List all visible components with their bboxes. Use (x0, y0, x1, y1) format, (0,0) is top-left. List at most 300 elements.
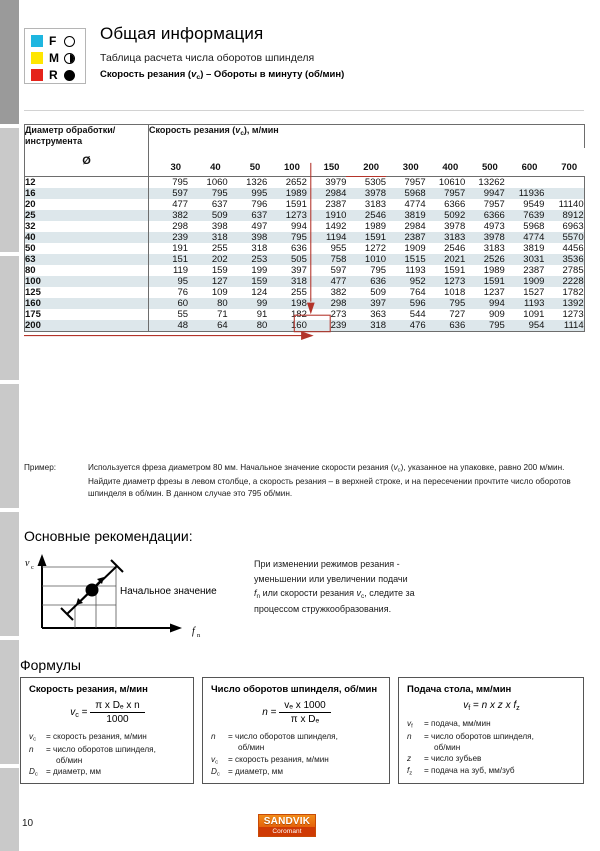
iso-material-legend (24, 28, 86, 84)
iso-swatch-r (31, 69, 43, 81)
cell-rpm-50-150: 955 (307, 243, 347, 254)
cell-rpm-16-400: 7957 (426, 188, 466, 199)
definition-subscript: c (33, 736, 37, 743)
definition-continuation: об/мин (434, 743, 461, 753)
logo-line-2: Coromant (259, 827, 315, 836)
cell-diameter-63: 63 (25, 254, 149, 265)
definition-subscript: z (409, 770, 413, 777)
equals-sign: = (81, 707, 88, 719)
formula-equation (407, 700, 576, 712)
definition-text: = скорость резания, м/мин (228, 754, 329, 764)
graph-y-axis-label: v (25, 558, 30, 569)
cell-rpm-20-700: 11140 (544, 199, 584, 210)
cell-diameter-16: 16 (25, 188, 149, 199)
cell-rpm-200-600: 954 (505, 320, 545, 332)
cell-rpm-100-600: 1909 (505, 276, 545, 287)
header-divider (24, 110, 584, 111)
circle-full-icon (64, 70, 75, 81)
table-row (25, 320, 585, 332)
formula-denominator: π x Dₑ (290, 714, 320, 725)
cell-rpm-125-600: 1527 (505, 287, 545, 298)
iso-letter-m: M (49, 51, 59, 65)
cell-rpm-175-600: 1091 (505, 309, 545, 320)
cell-rpm-175-400: 727 (426, 309, 466, 320)
formula-lhs: v (463, 700, 469, 711)
spindle-speed-table-container (24, 124, 584, 332)
table-row (25, 276, 585, 287)
table-row (25, 298, 585, 309)
cell-rpm-125-500: 1237 (465, 287, 505, 298)
cell-rpm-175-300: 544 (386, 309, 426, 320)
definition-symbol: $v_c$ (211, 754, 219, 766)
table-row (25, 309, 585, 320)
cell-rpm-100-300: 952 (386, 276, 426, 287)
cell-rpm-32-600: 5968 (505, 221, 545, 232)
definition-symbol: $D_c$ (211, 767, 220, 779)
cell-rpm-160-100: 198 (267, 298, 307, 309)
cell-rpm-32-150: 1492 (307, 221, 347, 232)
table-row (25, 254, 585, 265)
cell-rpm-25-30: 382 (149, 210, 189, 221)
rail-tab-6[interactable] (0, 640, 19, 764)
equals-sign: = (473, 700, 479, 711)
cell-rpm-32-300: 2984 (386, 221, 426, 232)
definition-text: = диаметр, мм (46, 767, 101, 777)
cell-rpm-63-600: 3031 (505, 254, 545, 265)
cell-rpm-80-200: 795 (346, 265, 386, 276)
definition-symbol: $f_z$ (407, 765, 413, 777)
definition-subscript: f (411, 723, 413, 730)
formula-box-spindle-speed (202, 677, 390, 784)
cell-rpm-80-30: 119 (149, 265, 189, 276)
rec-line-3-mid: или скорости резания (260, 588, 357, 599)
cell-rpm-200-700: 1114 (544, 320, 584, 332)
column-header-300: 300 (386, 148, 426, 176)
cell-rpm-175-200: 363 (346, 309, 386, 320)
cell-diameter-80: 80 (25, 265, 149, 276)
cell-rpm-80-600: 2387 (505, 265, 545, 276)
column-header-40: 40 (188, 148, 228, 176)
tab-rail (0, 0, 19, 851)
definition-text: = число оборотов шпинделя, (46, 744, 156, 754)
definition-symbol: $v_c$ (29, 732, 37, 743)
cell-rpm-100-500: 1591 (465, 276, 505, 287)
group-post: ), м/мин (243, 125, 279, 135)
sandvik-coromant-logo (258, 814, 316, 837)
definition-line (407, 753, 576, 764)
cell-rpm-200-30: 48 (149, 320, 189, 332)
cell-rpm-32-200: 1989 (346, 221, 386, 232)
logo-line-1: SANDVIK (263, 816, 311, 827)
cell-rpm-50-100: 636 (267, 243, 307, 254)
group-symbol: v (235, 125, 241, 135)
cell-rpm-100-700: 2228 (544, 276, 584, 287)
cell-rpm-125-30: 76 (149, 287, 189, 298)
cell-rpm-63-50: 253 (228, 254, 268, 265)
formula-fraction (279, 700, 331, 725)
table-header-group-row (25, 125, 585, 149)
cell-rpm-50-200: 1272 (346, 243, 386, 254)
cell-rpm-160-150: 298 (307, 298, 347, 309)
cell-rpm-25-40: 509 (188, 210, 228, 221)
definition-text: = подача, мм/мин (424, 719, 491, 729)
definition-line (407, 718, 576, 731)
cell-rpm-32-50: 497 (228, 221, 268, 232)
rail-tab-1[interactable] (0, 0, 19, 124)
subtitle-subscript: c (196, 73, 201, 81)
cell-rpm-80-400: 1591 (426, 265, 466, 276)
cell-rpm-32-40: 398 (188, 221, 228, 232)
definition-line (407, 731, 576, 742)
cell-rpm-12-100: 2652 (267, 177, 307, 189)
example-text (88, 462, 584, 501)
formula-equation (29, 700, 186, 725)
rail-tab-3[interactable] (0, 256, 19, 380)
cell-rpm-16-700 (544, 188, 584, 199)
cell-rpm-80-150: 597 (307, 265, 347, 276)
cell-rpm-20-100: 1591 (267, 199, 307, 210)
cell-rpm-200-400: 636 (426, 320, 466, 332)
cell-rpm-80-700: 2785 (544, 265, 584, 276)
iso-letter-f: F (49, 34, 57, 48)
definition-symbol: $v_f$ (407, 719, 413, 730)
cell-diameter-160: 160 (25, 298, 149, 309)
page-subtitle: Таблица расчета числа оборотов шпинделя (100, 52, 315, 64)
definition-line (407, 742, 576, 753)
cell-rpm-20-150: 2387 (307, 199, 347, 210)
cell-rpm-16-30: 597 (149, 188, 189, 199)
cell-diameter-12: 12 (25, 177, 149, 189)
definition-symbol: z (407, 754, 412, 764)
cell-diameter-200: 200 (25, 320, 149, 332)
cell-rpm-63-500: 2526 (465, 254, 505, 265)
example-block (24, 462, 584, 501)
subtitle-pre: Скорость резания ( (100, 69, 192, 80)
formula-denominator: 1000 (106, 714, 129, 725)
cell-rpm-50-30: 191 (149, 243, 189, 254)
definition-text: = скорость резания, м/мин (46, 732, 147, 741)
subtitle-post: ) – Обороты в минуту (об/мин) (200, 69, 345, 80)
cell-rpm-16-150: 2984 (307, 188, 347, 199)
formula-box-cutting-speed (20, 677, 194, 784)
cell-rpm-12-50: 1326 (228, 177, 268, 189)
cell-rpm-80-50: 199 (228, 265, 268, 276)
table-body (25, 177, 585, 332)
cell-rpm-20-400: 6366 (426, 199, 466, 210)
cell-rpm-125-700: 1782 (544, 287, 584, 298)
cell-rpm-40-600: 4774 (505, 232, 545, 243)
column-header-30: 30 (149, 148, 189, 176)
formula-numerator: vₑ x 1000 (279, 700, 331, 713)
definition-text: = диаметр, мм (228, 767, 283, 777)
cell-rpm-20-30: 477 (149, 199, 189, 210)
table-row (25, 232, 585, 243)
definition-line (211, 754, 382, 767)
rec-line-1: При изменении режимов резания - (254, 559, 400, 569)
column-header-600: 600 (505, 148, 545, 176)
cell-rpm-200-150: 239 (307, 320, 347, 332)
cell-rpm-160-400: 795 (426, 298, 466, 309)
cell-rpm-63-200: 1010 (346, 254, 386, 265)
formula-rhs: n x z x f (481, 700, 517, 711)
cell-rpm-125-300: 764 (386, 287, 426, 298)
cell-rpm-25-150: 1910 (307, 210, 347, 221)
cell-rpm-32-700: 6963 (544, 221, 584, 232)
header-diameter (25, 125, 149, 177)
cell-rpm-12-150: 3979 (307, 177, 347, 189)
cell-rpm-40-700: 5570 (544, 232, 584, 243)
cell-rpm-40-150: 1194 (307, 232, 347, 243)
cell-diameter-40: 40 (25, 232, 149, 243)
cell-rpm-16-600: 11936 (505, 188, 545, 199)
formulas-title: Формулы (20, 657, 81, 673)
column-header-100: 100 (267, 148, 307, 176)
cell-rpm-20-500: 7957 (465, 199, 505, 210)
definition-line (29, 766, 186, 779)
cell-rpm-32-30: 298 (149, 221, 189, 232)
example-subscript: c (397, 467, 401, 474)
cell-rpm-50-40: 255 (188, 243, 228, 254)
group-pre: Скорость резания ( (149, 125, 236, 135)
cell-rpm-100-150: 477 (307, 276, 347, 287)
iso-letter-r: R (49, 68, 58, 82)
definition-line (29, 755, 186, 766)
cell-rpm-125-40: 109 (188, 287, 228, 298)
cell-diameter-20: 20 (25, 199, 149, 210)
table-row (25, 243, 585, 254)
cell-rpm-175-700: 1273 (544, 309, 584, 320)
cell-rpm-25-50: 637 (228, 210, 268, 221)
definition-symbol: $D_c$ (29, 767, 38, 779)
rec-symbol-v: v (356, 588, 361, 599)
definition-line (211, 731, 382, 742)
cutting-conditions-graph (20, 550, 250, 640)
cell-rpm-40-200: 1591 (346, 232, 386, 243)
cell-rpm-40-40: 318 (188, 232, 228, 243)
formula-lhs-subscript: c (75, 710, 79, 720)
graph-x-axis-subscript: n (197, 632, 201, 639)
cell-rpm-200-40: 64 (188, 320, 228, 332)
rec-line-3 (254, 586, 484, 602)
definition-line (29, 731, 186, 744)
formula-heading: Скорость резания, м/мин (29, 684, 148, 695)
cell-rpm-160-600: 1193 (505, 298, 545, 309)
page-subtitle-formula (100, 69, 344, 81)
cell-rpm-25-100: 1273 (267, 210, 307, 221)
cell-rpm-63-150: 758 (307, 254, 347, 265)
cell-rpm-25-500: 6366 (465, 210, 505, 221)
cell-rpm-25-700: 8912 (544, 210, 584, 221)
cell-rpm-40-300: 2387 (386, 232, 426, 243)
example-text-pre: Используется фреза диаметром 80 мм. Начальное значение скорости резания ( (88, 463, 394, 472)
cell-diameter-175: 175 (25, 309, 149, 320)
cell-rpm-63-300: 1515 (386, 254, 426, 265)
cell-rpm-50-600: 3819 (505, 243, 545, 254)
cell-rpm-160-300: 596 (386, 298, 426, 309)
equals-sign: = (270, 707, 277, 719)
cell-rpm-12-300: 7957 (386, 177, 426, 189)
group-subscript: c (240, 129, 244, 137)
cell-rpm-25-300: 3819 (386, 210, 426, 221)
recommendations-title: Основные рекомендации: (24, 528, 193, 544)
iso-legend-row (31, 67, 85, 83)
header-diameter-line2: инструмента (25, 136, 83, 147)
cell-rpm-200-50: 80 (228, 320, 268, 332)
formula-rhs-subscript: z (516, 703, 520, 713)
definition-line (407, 765, 576, 778)
definition-line (29, 744, 186, 755)
cell-rpm-25-600: 7639 (505, 210, 545, 221)
cell-rpm-63-40: 202 (188, 254, 228, 265)
formula-numerator: π x Dₑ x n (90, 700, 145, 713)
formula-box-table-feed (398, 677, 584, 784)
example-symbol: v (393, 463, 398, 472)
cell-rpm-160-50: 99 (228, 298, 268, 309)
cell-rpm-100-400: 1273 (426, 276, 466, 287)
cell-rpm-40-500: 3978 (465, 232, 505, 243)
table-row (25, 188, 585, 199)
cell-rpm-125-150: 382 (307, 287, 347, 298)
rail-tab-5[interactable] (0, 512, 19, 636)
definition-text: = число оборотов шпинделя, (424, 731, 534, 741)
cell-rpm-40-50: 398 (228, 232, 268, 243)
cell-rpm-100-200: 636 (346, 276, 386, 287)
cell-rpm-200-200: 318 (346, 320, 386, 332)
table-row (25, 210, 585, 221)
rec-subscript-n: n (256, 592, 261, 600)
cell-rpm-80-40: 159 (188, 265, 228, 276)
column-header-150: 150 (307, 148, 347, 176)
formula-lhs: v (70, 707, 76, 719)
table-row (25, 265, 585, 276)
header-diameter-symbol: Ø (82, 154, 91, 167)
cell-rpm-100-40: 127 (188, 276, 228, 287)
column-header-700: 700 (544, 148, 584, 176)
definition-line (211, 742, 382, 753)
cell-rpm-80-500: 1989 (465, 265, 505, 276)
cell-rpm-12-40: 1060 (188, 177, 228, 189)
column-header-400: 400 (426, 148, 466, 176)
graph-x-axis-label: f (192, 626, 195, 637)
cell-rpm-20-40: 637 (188, 199, 228, 210)
cell-rpm-63-400: 2021 (426, 254, 466, 265)
iso-swatch-f (31, 35, 43, 47)
cell-rpm-125-100: 255 (267, 287, 307, 298)
definition-symbol: n (29, 744, 34, 754)
recommendations-text (254, 557, 484, 617)
cell-rpm-125-400: 1018 (426, 287, 466, 298)
rail-tab-2[interactable] (0, 128, 19, 252)
table-row (25, 177, 585, 189)
cell-rpm-20-300: 4774 (386, 199, 426, 210)
cell-rpm-100-100: 318 (267, 276, 307, 287)
definition-subscript: c (34, 772, 38, 779)
cell-rpm-32-500: 4973 (465, 221, 505, 232)
cell-rpm-40-30: 239 (149, 232, 189, 243)
cell-rpm-50-500: 3183 (465, 243, 505, 254)
formula-equation (211, 700, 382, 725)
rail-tab-7[interactable] (0, 768, 19, 851)
cell-rpm-63-700: 3536 (544, 254, 584, 265)
definition-continuation: об/мин (238, 743, 265, 753)
cell-diameter-25: 25 (25, 210, 149, 221)
header-diameter-line1: Диаметр обработки/ (25, 125, 116, 135)
table-row (25, 199, 585, 210)
cell-rpm-16-200: 3978 (346, 188, 386, 199)
cell-rpm-160-700: 1392 (544, 298, 584, 309)
formula-fraction (90, 700, 145, 725)
definition-symbol: n (211, 732, 216, 741)
definition-text: = число зубьев (424, 754, 482, 764)
cell-rpm-200-300: 476 (386, 320, 426, 332)
cell-rpm-12-700 (544, 177, 584, 189)
cell-rpm-20-600: 9549 (505, 199, 545, 210)
formula-heading: Число оборотов шпинделя, об/мин (211, 684, 378, 695)
cell-diameter-50: 50 (25, 243, 149, 254)
cell-rpm-32-100: 994 (267, 221, 307, 232)
cell-rpm-12-200: 5305 (346, 177, 386, 189)
cell-rpm-16-500: 9947 (465, 188, 505, 199)
iso-swatch-m (31, 52, 43, 64)
graph-point-label: Начальное значение (120, 586, 217, 597)
cell-rpm-63-30: 151 (149, 254, 189, 265)
cell-rpm-20-50: 796 (228, 199, 268, 210)
page-title: Общая информация (100, 24, 264, 43)
cell-rpm-100-50: 159 (228, 276, 268, 287)
rec-line-4: процессом стружкообразования. (254, 604, 392, 615)
definition-line (211, 766, 382, 779)
table-row (25, 287, 585, 298)
cell-rpm-175-50: 91 (228, 309, 268, 320)
cell-rpm-12-500: 13262 (465, 177, 505, 189)
rail-tab-4[interactable] (0, 384, 19, 508)
graph-y-axis-subscript: c (31, 564, 34, 571)
cell-rpm-12-30: 795 (149, 177, 189, 189)
circle-half-icon (64, 53, 75, 64)
page-number: 10 (22, 818, 34, 829)
cell-rpm-100-30: 95 (149, 276, 189, 287)
cell-rpm-25-400: 5092 (426, 210, 466, 221)
cell-rpm-160-200: 397 (346, 298, 386, 309)
formula-definitions (211, 731, 382, 779)
subtitle-symbol: v (191, 69, 197, 80)
definition-text: = число оборотов шпинделя, (228, 732, 338, 741)
cell-rpm-80-300: 1193 (386, 265, 426, 276)
cell-rpm-160-40: 80 (188, 298, 228, 309)
cell-rpm-175-500: 909 (465, 309, 505, 320)
cell-rpm-175-100: 182 (267, 309, 307, 320)
iso-legend-row (31, 50, 85, 66)
definition-subscript: c (216, 772, 220, 779)
cell-rpm-50-300: 1909 (386, 243, 426, 254)
cell-rpm-160-30: 60 (149, 298, 189, 309)
cell-rpm-200-500: 795 (465, 320, 505, 332)
formula-definitions (29, 731, 186, 779)
cell-rpm-160-500: 994 (465, 298, 505, 309)
rec-symbol-f: f (254, 588, 257, 599)
cell-rpm-175-40: 71 (188, 309, 228, 320)
cell-rpm-125-50: 124 (228, 287, 268, 298)
example-label: Пример: (24, 463, 57, 472)
cell-diameter-100: 100 (25, 276, 149, 287)
formula-lhs-subscript: f (468, 703, 471, 713)
formula-lhs: n (262, 707, 268, 719)
cell-rpm-200-100: 160 (267, 320, 307, 332)
column-header-200: 200 (346, 148, 386, 176)
example-text-post: ), указанное на упаковке, равно 200 м/мин. Найдите диаметр фрезы в левом столбце, а скорость резания – в верхней строке, и на пересечении прочтите число оборотов шпинделя в об/мин. В данном случае это 795 об/мин. (88, 463, 571, 499)
rec-subscript-c: c (360, 592, 365, 600)
cell-diameter-125: 125 (25, 287, 149, 298)
